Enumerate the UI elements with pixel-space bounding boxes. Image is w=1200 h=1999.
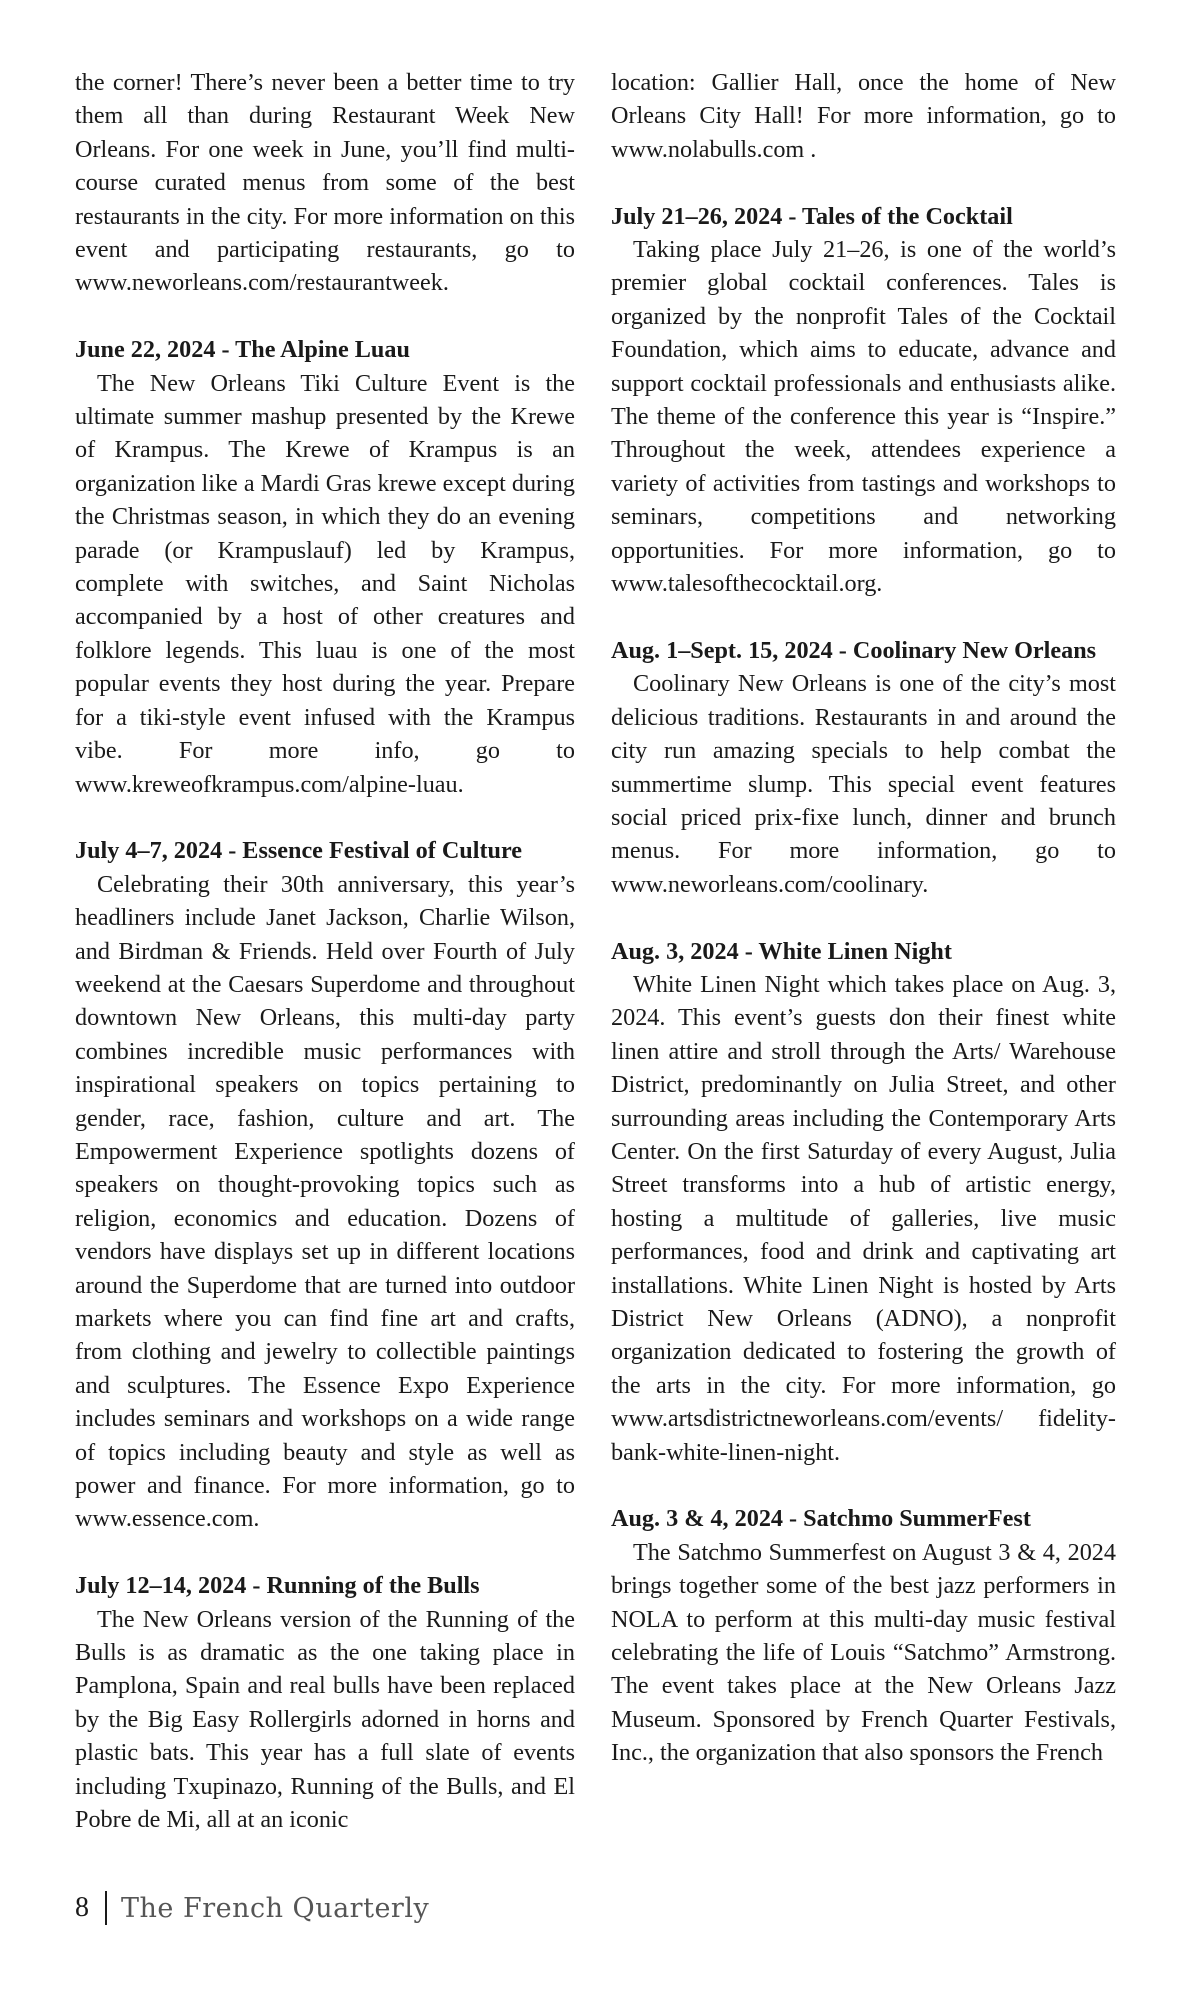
event-heading-coolinary: Aug. 1–Sept. 15, 2024 - Coolinary New Orleans [611,636,1097,664]
spacer [611,1469,1116,1502]
left-column [75,66,575,1836]
continued-paragraph: the corner! There’s never been a better time to try them all than during Restaurant Week New Orleans. For one week in June, you’ll find multi-course curated menus from some of the best restaurants in the city. For more information on this event and participating restaurants, go to www.neworleans.com/restaurantweek. [75,69,575,297]
event-body-alpine-luau: The New Orleans Tiki Culture Event is the ultimate summer mashup presented by the Krewe of Krampus. The Krewe of Krampus is an organization like a Mardi Gras krewe except during the Christmas season, in which they do an evening parade (or Krampuslauf) led by Krampus, complete with switches, and Saint Nicholas accompanied by a host of other creatures and folklore legends. This luau is one of the most popular events they host during the year. Prepare for a tiki-style event infused with the Krampus vibe. For more info, go to www.kreweofkrampus.com/alpine-luau. [75,369,575,798]
footer-divider [105,1891,107,1925]
right-column [611,66,1116,1770]
event-body-white-linen-night: White Linen Night which takes place on Aug. 3, 2024. This event’s guests don their finest white linen attire and stroll through the Arts/ Warehouse District, predominantly on Julia Street, and other surrounding areas including the Contemporary Arts Center. On the first Saturday of every August, Julia Street transforms into a hub of artistic energy, hosting a multitude of galleries, live music performances, food and drink and captivating art installations. White Linen Night is hosted by Arts District New Orleans (ADNO), a nonprofit organization dedicated to fostering the growth of the arts in the city. For more information, go www.artsdistrictneworleans.com/events/ fidelity-bank-white-linen-night. [611,970,1116,1466]
event-heading-alpine-luau: June 22, 2024 - The Alpine Luau [75,336,410,364]
event-body-satchmo-summerfest: The Satchmo Summerfest on August 3 & 4, 2024 brings together some of the best jazz performers in NOLA to perform at this multi-day music festival celebrating the life of Louis “Satchmo” Armstrong. The event takes place at the New Orleans Jazz Museum. Sponsored by French Quarter Festivals, Inc., the organization that also sponsors the French [611,1538,1116,1767]
event-heading-running-of-the-bulls: July 12–14, 2024 - Running of the Bulls [75,1572,480,1600]
event-body-coolinary: Coolinary New Orleans is one of the city’s most delicious traditions. Restaurants in and around the city run amazing specials to help combat the summertime slump. This special event features social priced prix-fixe lunch, dinner and brunch menus. For more information, go to www.neworleans.com/coolinary. [611,670,1116,898]
spacer [611,166,1116,199]
event-body-tales-of-the-cocktail: Taking place July 21–26, is one of the world’s premier global cocktail conferences. Tales is organized by the nonprofit Tales of the Cocktail Foundation, which aims to educate, advance and support cocktail professionals and enthusiasts alike. The theme of the conference this year is “Inspire.” Throughout the week, attendees experience a variety of activities from tastings and workshops to seminars, competitions and networking opportunities. For more information, go to www.talesofthecocktail.org. [611,236,1116,598]
spacer [611,600,1116,633]
event-body-running-of-the-bulls: The New Orleans version of the Running of the Bulls is as dramatic as the one taking place in Pamplona, Spain and real bulls have been replaced by the Big Easy Rollergirls adorned in horns and plastic bats. This year has a full slate of events including Txupinazo, Running of the Bulls, and El Pobre de Mi, all at an iconic [75,1605,575,1834]
page-footer [75,1886,429,1930]
publication-name: The French Quarterly [121,1892,430,1924]
event-body-essence-festival: Celebrating their 30th anniversary, this year’s headliners include Janet Jackson, Charlie Wilson, and Birdman & Friends. Held over Fourth of July weekend at the Caesars Superdome and throughout downtown New Orleans, this multi-day party combines incredible music performances with inspirational speakers on topics pertaining to gender, race, fashion, culture and art. The Empowerment Experience spotlights dozens of speakers on thought-provoking topics such as religion, economics and education. Dozens of vendors have displays set up in different locations around the Superdome that are turned into outdoor markets where you can find fine art and crafts, from clothing and jewelry to collectible paintings and sculptures. The Essence Expo Experience includes seminars and workshops on a wide range of topics including beauty and style as well as power and finance. For more information, go to www.essence.com. [75,870,575,1533]
spacer [75,1536,575,1569]
spacer [75,801,575,834]
event-heading-satchmo-summerfest: Aug. 3 & 4, 2024 - Satchmo SummerFest [611,1505,1031,1533]
event-heading-tales-of-the-cocktail: July 21–26, 2024 - Tales of the Cocktail [611,202,1013,230]
page-number: 8 [75,1892,89,1923]
event-heading-white-linen-night: Aug. 3, 2024 - White Linen Night [611,937,952,965]
spacer [611,901,1116,934]
continued-paragraph: location: Gallier Hall, once the home of New Orleans City Hall! For more information, go to www.nolabulls.com . [611,69,1116,163]
event-heading-essence-festival: July 4–7, 2024 - Essence Festival of Culture [75,837,522,865]
spacer [75,300,575,333]
